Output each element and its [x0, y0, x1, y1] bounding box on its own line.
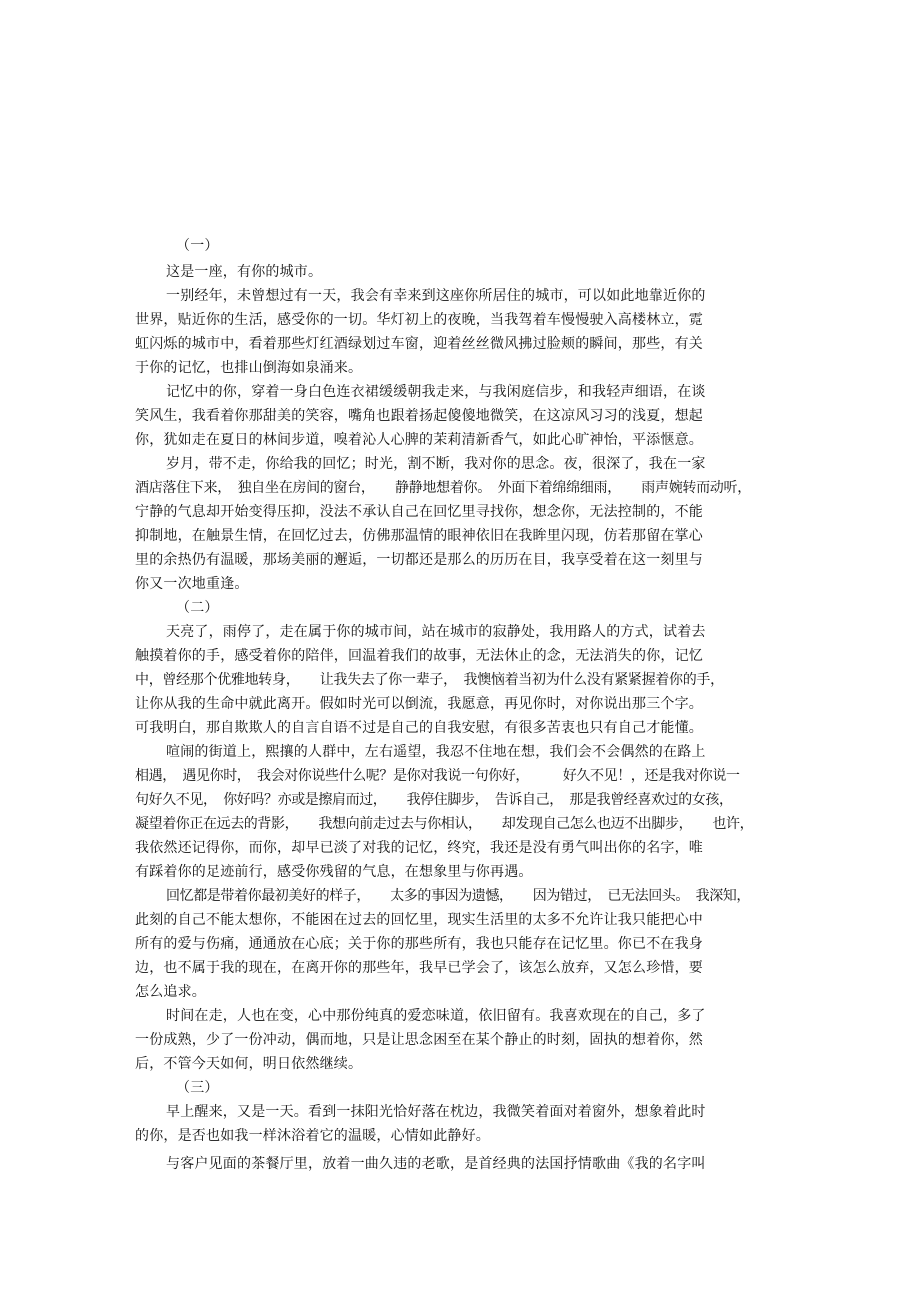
paragraph-line: 你又一次地重逢。 — [135, 576, 249, 592]
paragraph-line: 喧闹的街道上，熙攘的人群中，左右遥望，我忍不住地在想，我们会不会偶然的在路上 — [166, 744, 706, 760]
paragraph-line: 抑制地，在触景生情，在回忆过去，仿佛那温情的眼神依旧在我眸里闪现，仿若那留在掌心 — [135, 528, 703, 544]
paragraph-line: 怎么追求。 — [135, 984, 206, 1000]
paragraph-line: 中，曾经那个优雅地转身， 让我失去了你一辈子， 我懊恼着当初为什么没有紧紧握着你的手， — [135, 672, 724, 688]
paragraph-line: 里的余热仍有温暖，那场美丽的邂逅，一切都还是那么的历历在目，我享受着在这一刻里与 — [135, 552, 703, 568]
paragraph-line: 记忆中的你，穿着一身白色连衣裙缓缓朝我走来，与我闲庭信步，和我轻声细语，在谈 — [166, 384, 706, 400]
paragraph-line: 与客户见面的茶餐厅里，放着一曲久违的老歌，是首经典的法国抒情歌曲《我的名字叫 — [166, 1156, 706, 1172]
paragraph-line: 时间在走，人也在变，心中那份纯真的爱恋味道，依旧留有。我喜欢现在的自己，多了 — [166, 1008, 706, 1024]
paragraph-line: 岁月，带不走，你给我的回忆；时光，割不断，我对你的思念。夜，很深了，我在一家 — [166, 456, 706, 472]
paragraph-line: 这是一座，有你的城市。 — [166, 264, 323, 280]
paragraph-line: 笑风生，我看着你那甜美的笑容，嘴角也跟着扬起傻傻地微笑，在这凉风习习的浅夏，想起 — [135, 408, 703, 424]
paragraph-line: 凝望着你正在远去的背影， 我想向前走过去与你相认， 却发现自己怎么也迈不出脚步， 也许， — [135, 816, 754, 832]
section-heading: （一） — [176, 238, 219, 254]
paragraph-line: 所有的爱与伤痛，通通放在心底；关于你的那些所有，我也只能存在记忆里。你已不在我身 — [135, 936, 703, 952]
paragraph-line: 此刻的自己不能太想你，不能困在过去的回忆里，现实生活里的太多不允许让我只能把心中 — [135, 912, 703, 928]
paragraph-line: 边，也不属于我的现在，在离开你的那些年，我早已学会了，该怎么放弃，又怎么珍惜，要 — [135, 960, 703, 976]
paragraph-line: 我依然还记得你，而你，却早已淡了对我的记忆，终究，我还是没有勇气叫出你的名字，唯 — [135, 840, 703, 856]
paragraph-line: 的你，是否也如我一样沐浴着它的温暖，心情如此静好。 — [135, 1128, 490, 1144]
paragraph-line: 酒店落住下来， 独自坐在房间的窗台， 静静地想着你。 外面下着绵绵细雨， 雨声婉转而动听， — [135, 480, 751, 496]
paragraph-line: 天亮了，雨停了，走在属于你的城市间，站在城市的寂静处，我用路人的方式，试着去 — [166, 624, 706, 640]
paragraph-line: 相遇， 遇见你时， 我会对你说些什么呢？是你对我说一句你好， 好久不见！，还是我对你说一 — [135, 768, 740, 784]
paragraph-line: 于你的记忆，也排山倒海如泉涌来。 — [135, 360, 363, 376]
paragraph-line: 一份成熟，少了一份冲动，偶而地，只是让思念困至在某个静止的时刻，固执的想着你，然 — [135, 1032, 703, 1048]
paragraph-line: 可我明白，那自欺欺人的自言自语不过是自己的自我安慰，有很多苦衷也只有自己才能懂。 — [135, 720, 703, 736]
paragraph-line: 世界，贴近你的生活，感受你的一切。华灯初上的夜晚，当我驾着车慢慢驶入高楼林立，霓 — [135, 312, 703, 328]
paragraph-line: 你，犹如走在夏日的林间步道，嗅着沁人心脾的茉莉清新香气，如此心旷神怡，平添惬意。 — [135, 432, 703, 448]
paragraph-line: 回忆都是带着你最初美好的样子， 太多的事因为遗憾， 因为错过， 已无法回头。 我深知， — [166, 888, 750, 904]
paragraph-line: 触摸着你的手，感受着你的陪伴，回温着我们的故事，无法休止的念，无法消失的你，记忆 — [135, 648, 703, 664]
paragraph-line: 让你从我的生命中就此离开。假如时光可以倒流，我愿意，再见你时，对你说出那三个字。 — [135, 696, 703, 712]
paragraph-line: 句好久不见， 你好吗？亦或是擦肩而过， 我停住脚步， 告诉自己， 那是我曾经喜欢过的女孩， — [135, 792, 733, 808]
section-heading: （二） — [176, 600, 219, 616]
paragraph-line: 一别经年，未曾想过有一天，我会有幸来到这座你所居住的城市，可以如此地靠近你的 — [166, 288, 706, 304]
paragraph-line: 早上醒来，又是一天。看到一抹阳光恰好落在枕边，我微笑着面对着窗外，想象着此时 — [166, 1104, 706, 1120]
paragraph-line: 有踩着你的足迹前行，感受你残留的气息，在想象里与你再遇。 — [135, 864, 533, 880]
section-heading: （三） — [176, 1080, 219, 1096]
paragraph-line: 后，不管今天如何，明日依然继续。 — [135, 1056, 363, 1072]
paragraph-line: 虹闪烁的城市中，看着那些灯红酒绿划过车窗，迎着丝丝微风拂过脸颊的瞬间，那些，有关 — [135, 336, 703, 352]
paragraph-line: 宁静的气息却开始变得压抑，没法不承认自己在回忆里寻找你，想念你，无法控制的，不能 — [135, 504, 703, 520]
